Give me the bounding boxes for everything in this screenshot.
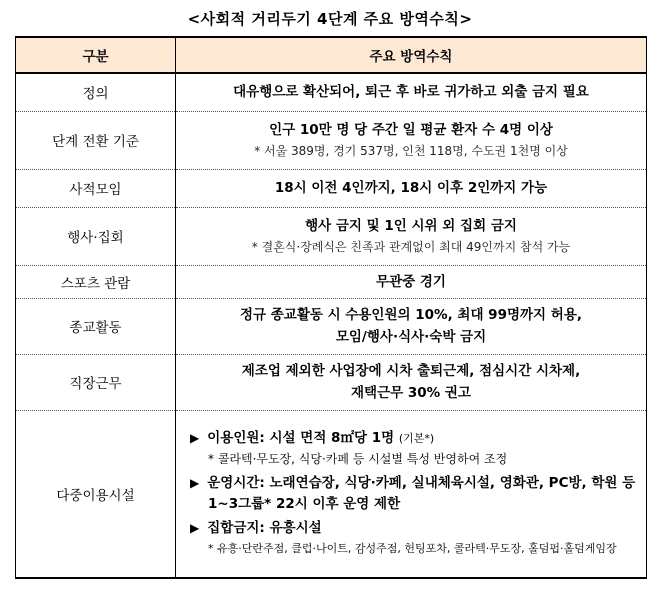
header-category: 구분 — [16, 37, 176, 73]
facility-content — [176, 410, 647, 578]
triangle-bullet-icon: ▶ — [190, 476, 200, 491]
row-label: 단계 전환 기준 — [16, 111, 176, 169]
bullet-continuation: 1~3그룹* 22시 이후 운영 제한 — [208, 496, 401, 513]
row-label: 스포츠 관람 — [16, 265, 176, 298]
table-row — [16, 169, 647, 207]
table-row — [16, 265, 647, 298]
rule-note: * 결혼식·장례식은 친족과 관계없이 최대 49인까지 참석 가능 — [251, 240, 571, 254]
bullet-text: 운영시간: 노래연습장, 식당·카페, 실내체육시설, 영화관, PC방, 학원 등 — [207, 475, 636, 492]
table-header-row — [16, 37, 647, 73]
bullet-note: * 유흥·단란주점, 클럽·나이트, 감성주점, 헌팅포차, 콜라텍·무도장, 홀덤펍·홀덤게임장 — [208, 542, 617, 556]
quarantine-rules-table — [15, 36, 647, 579]
row-label: 행사·집회 — [16, 207, 176, 265]
rule-line-2: 재택근무 30% 권고 — [351, 385, 471, 401]
row-label: 직장근무 — [16, 354, 176, 410]
facility-bullet-ban — [190, 518, 640, 539]
table-row — [16, 111, 647, 169]
row-content — [176, 169, 647, 207]
rule-main: 18시 이전 4인까지, 18시 이후 2인까지 가능 — [274, 180, 548, 196]
table-row — [16, 73, 647, 111]
table-row — [16, 410, 647, 578]
rule-main: 행사 금지 및 1인 시위 외 집회 금지 — [305, 218, 517, 234]
row-content — [176, 207, 647, 265]
table-row — [16, 207, 647, 265]
table-row — [16, 298, 647, 354]
rule-line-2: 모임/행사·식사·숙박 금지 — [335, 329, 487, 345]
row-label: 정의 — [16, 73, 176, 111]
row-label: 다중이용시설 — [16, 410, 176, 578]
table-row — [16, 354, 647, 410]
row-content — [176, 265, 647, 298]
rule-line-1: 제조업 제외한 사업장에 시차 출퇴근제, 점심시간 시차제, — [241, 363, 581, 379]
row-content — [176, 354, 647, 410]
rule-main: 인구 10만 명 당 주간 일 평균 환자 수 4명 이상 — [269, 122, 553, 138]
row-content — [176, 111, 647, 169]
bullet-text: 집합금지: 유흥시설 — [207, 520, 322, 537]
triangle-bullet-icon: ▶ — [190, 521, 200, 536]
facility-bullet-hours — [190, 473, 640, 494]
page-title: <사회적 거리두기 4단계 주요 방역수칙> — [187, 10, 473, 28]
header-rules: 주요 방역수칙 — [176, 37, 647, 73]
rule-main: 대유행으로 확산되어, 퇴근 후 바로 귀가하고 외출 금지 필요 — [233, 84, 589, 101]
row-label: 사적모임 — [16, 169, 176, 207]
bullet-note: * 콜라텍·무도장, 식당·카페 등 시설별 특성 반영하여 조정 — [208, 452, 508, 467]
row-label: 종교활동 — [16, 298, 176, 354]
bullet-tag: (기본*) — [398, 432, 435, 446]
triangle-bullet-icon: ▶ — [190, 431, 200, 446]
bullet-text: 이용인원: 시설 면적 8㎡당 1명 — [207, 430, 395, 447]
rule-note: * 서울 389명, 경기 537명, 인천 118명, 수도권 1천명 이상 — [254, 144, 568, 158]
rule-line-1: 정규 종교활동 시 수용인원의 10%, 최대 99명까지 허용, — [239, 307, 583, 323]
row-content — [176, 73, 647, 111]
facility-bullet-occupancy — [190, 428, 640, 449]
row-content — [176, 298, 647, 354]
rule-main: 무관중 경기 — [376, 273, 446, 290]
